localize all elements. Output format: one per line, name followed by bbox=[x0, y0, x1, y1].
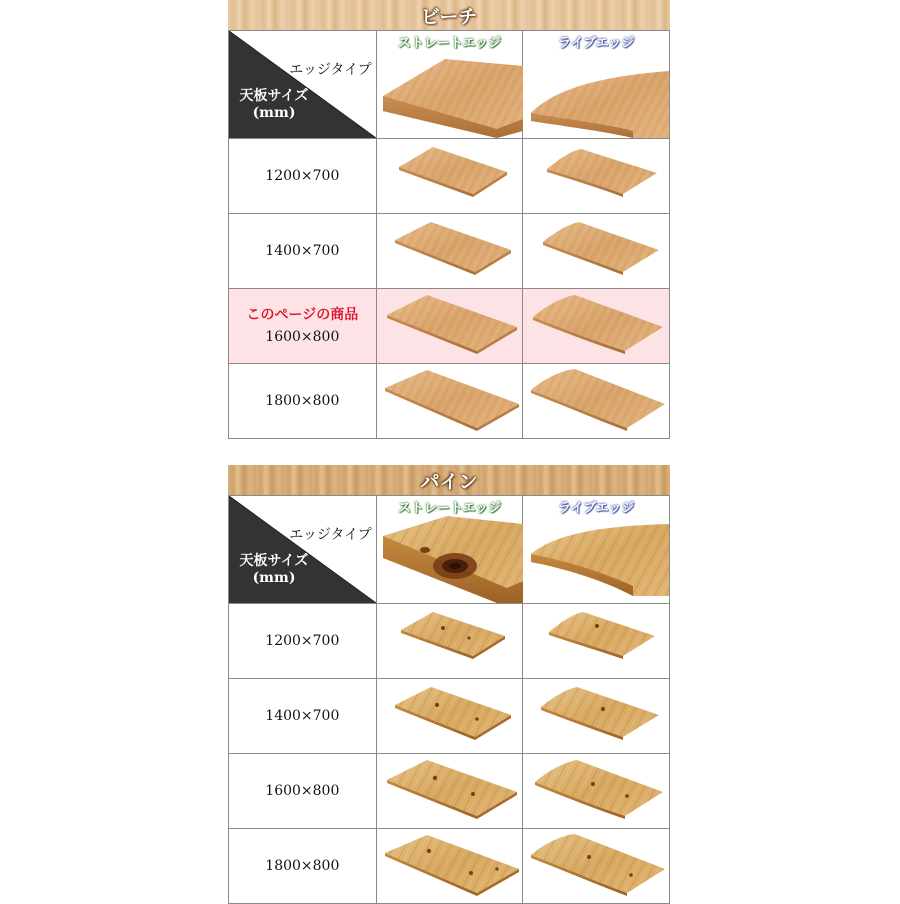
straight-edge-label: ストレートエッジ bbox=[397, 36, 502, 51]
size-row bbox=[229, 604, 670, 679]
size-label: 1400×700 bbox=[265, 243, 340, 259]
size-row bbox=[229, 679, 670, 754]
live-edge-board-image bbox=[523, 364, 669, 438]
header-row bbox=[229, 30, 670, 139]
board-size-label: 天板サイズ (mm) bbox=[239, 88, 309, 121]
edge-type-label: エッジタイプ bbox=[289, 527, 372, 543]
size-row bbox=[229, 364, 670, 439]
live-edge-board-image bbox=[523, 289, 669, 363]
size-label: 1600×800 bbox=[265, 329, 340, 345]
straight-edge-board-image bbox=[377, 829, 523, 903]
straight-edge-header-cell bbox=[377, 496, 524, 603]
live-edge-board-image bbox=[523, 829, 669, 903]
live-edge-label: ライブエッジ bbox=[558, 501, 635, 516]
size-row bbox=[229, 139, 670, 214]
straight-edge-board-image bbox=[377, 604, 523, 678]
size-label: 1400×700 bbox=[265, 708, 340, 724]
size-label: 1200×700 bbox=[265, 168, 340, 184]
size-row bbox=[229, 829, 670, 904]
pine-size-table bbox=[228, 465, 670, 904]
edge-type-label: エッジタイプ bbox=[289, 62, 372, 78]
straight-edge-board-image bbox=[377, 289, 523, 363]
size-row bbox=[229, 754, 670, 829]
current-item-label: このページの商品 bbox=[246, 307, 359, 323]
live-edge-board-image bbox=[523, 139, 669, 213]
size-row-current-item bbox=[229, 289, 670, 364]
size-label: 1200×700 bbox=[265, 633, 340, 649]
diagonal-header-cell bbox=[229, 496, 377, 603]
beech-title-band bbox=[228, 0, 670, 30]
straight-edge-board-image bbox=[377, 214, 523, 288]
size-label: 1600×800 bbox=[265, 783, 340, 799]
live-edge-board-image bbox=[523, 679, 669, 753]
straight-edge-board-image bbox=[377, 679, 523, 753]
diagonal-header-cell bbox=[229, 31, 377, 138]
live-edge-header-cell bbox=[523, 31, 670, 138]
straight-edge-board-image bbox=[377, 364, 523, 438]
live-edge-label: ライブエッジ bbox=[558, 36, 635, 51]
straight-edge-header-cell bbox=[377, 31, 524, 138]
straight-edge-board-image bbox=[377, 139, 523, 213]
pine-title-band bbox=[228, 465, 670, 495]
live-edge-board-image bbox=[523, 214, 669, 288]
beech-title: ビーチ bbox=[420, 6, 478, 28]
size-label: 1800×800 bbox=[265, 858, 340, 874]
straight-edge-label: ストレートエッジ bbox=[397, 501, 502, 516]
beech-size-table bbox=[228, 0, 670, 439]
straight-edge-board-image bbox=[377, 754, 523, 828]
live-edge-header-cell bbox=[523, 496, 670, 603]
pine-title: パイン bbox=[420, 471, 478, 493]
size-label: 1800×800 bbox=[265, 393, 340, 409]
header-row bbox=[229, 495, 670, 604]
board-size-label: 天板サイズ (mm) bbox=[239, 553, 309, 586]
live-edge-board-image bbox=[523, 754, 669, 828]
size-row bbox=[229, 214, 670, 289]
live-edge-board-image bbox=[523, 604, 669, 678]
